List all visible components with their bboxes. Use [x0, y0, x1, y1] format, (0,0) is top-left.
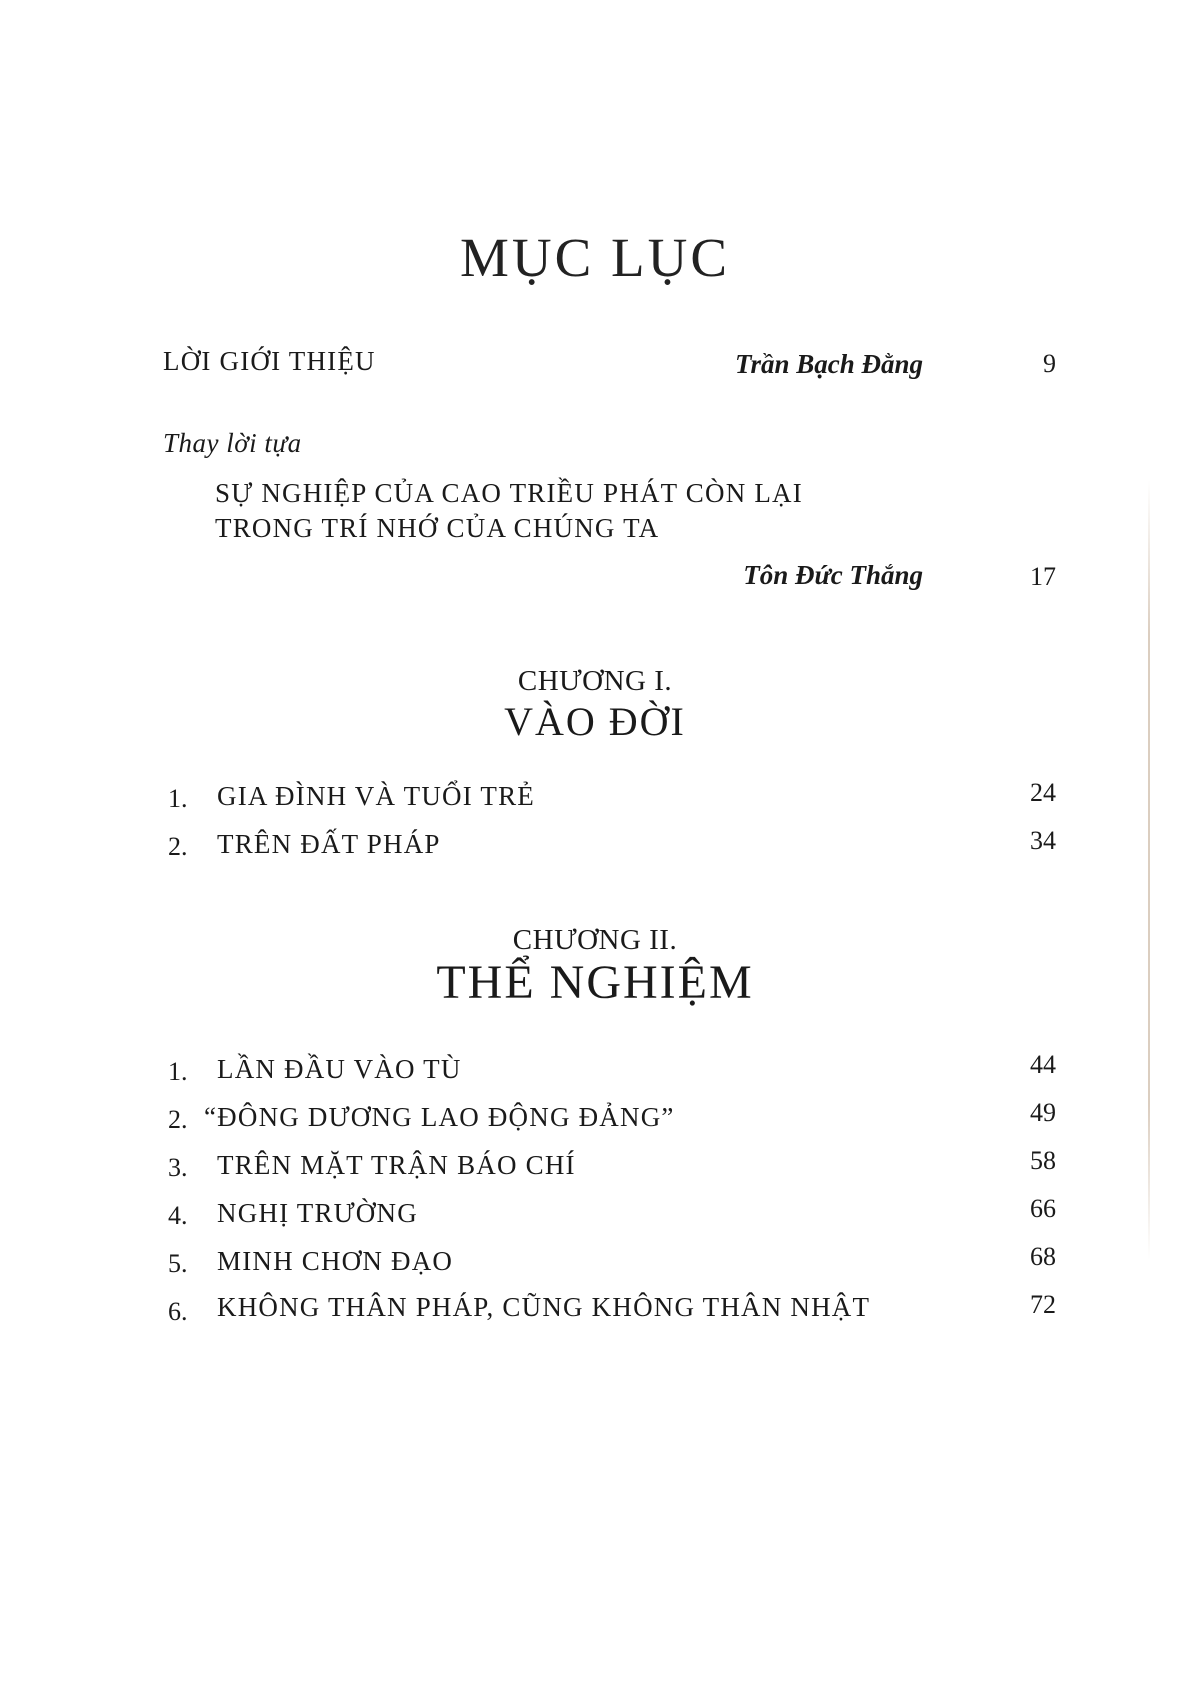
toc-item-number: 4.	[168, 1201, 188, 1230]
toc-item-title: NGHỊ TRƯỜNG	[217, 1198, 418, 1228]
chapter-1-title: VÀO ĐỜI	[504, 699, 686, 744]
toc-item-title: TRÊN ĐẤT PHÁP	[217, 829, 441, 859]
toc-item-number: 2.	[168, 832, 188, 861]
chapter-2-label: CHƯƠNG II.	[512, 924, 678, 956]
toc-item-number: 5.	[168, 1249, 188, 1278]
toc-item-number: 1.	[168, 1057, 188, 1086]
toc-item-page: 24	[1030, 778, 1056, 807]
toc-item-page: 72	[1030, 1290, 1056, 1319]
toc-item-title: MINH CHƠN ĐẠO	[217, 1246, 454, 1276]
toc-item-page: 49	[1030, 1098, 1056, 1127]
toc-item-page: 34	[1030, 826, 1056, 855]
preface-title-line-1: SỰ NGHIỆP CỦA CAO TRIỀU PHÁT CÒN LẠI	[215, 478, 803, 508]
intro-page: 9	[1043, 349, 1056, 378]
toc-item-title: GIA ĐÌNH VÀ TUỔI TRẺ	[217, 781, 535, 811]
toc-item-title: TRÊN MẶT TRẬN BÁO CHÍ	[217, 1150, 576, 1180]
toc-item-page: 44	[1030, 1050, 1056, 1079]
preface-label: Thay lời tựa	[163, 428, 302, 458]
intro-author: Trần Bạch Đằng	[734, 349, 923, 379]
toc-item-title: “ĐÔNG DƯƠNG LAO ĐỘNG ĐẢNG”	[204, 1102, 675, 1132]
toc-item-title: LẦN ĐẦU VÀO TÙ	[217, 1054, 462, 1084]
toc-item-title: KHÔNG THÂN PHÁP, CŨNG KHÔNG THÂN NHẬT	[217, 1292, 871, 1322]
toc-item-page: 66	[1030, 1194, 1056, 1223]
toc-item-number: 2.	[168, 1105, 188, 1134]
toc-item-number: 6.	[168, 1297, 188, 1326]
intro-label: LỜI GIỚI THIỆU	[163, 346, 376, 376]
toc-item-page: 58	[1030, 1146, 1056, 1175]
page-title: MỤC LỤC	[459, 227, 731, 288]
toc-item-number: 3.	[168, 1153, 188, 1182]
chapter-1-label: CHƯƠNG I.	[517, 665, 673, 697]
preface-page: 17	[1030, 562, 1056, 591]
preface-author: Tôn Đức Thắng	[743, 560, 923, 590]
chapter-2-title: THỂ NGHIỆM	[436, 956, 754, 1009]
page-edge-shadow	[1148, 480, 1150, 1260]
toc-item-number: 1.	[168, 784, 188, 813]
preface-title-line-2: TRONG TRÍ NHỚ CỦA CHÚNG TA	[215, 513, 660, 543]
toc-item-page: 68	[1030, 1242, 1056, 1271]
